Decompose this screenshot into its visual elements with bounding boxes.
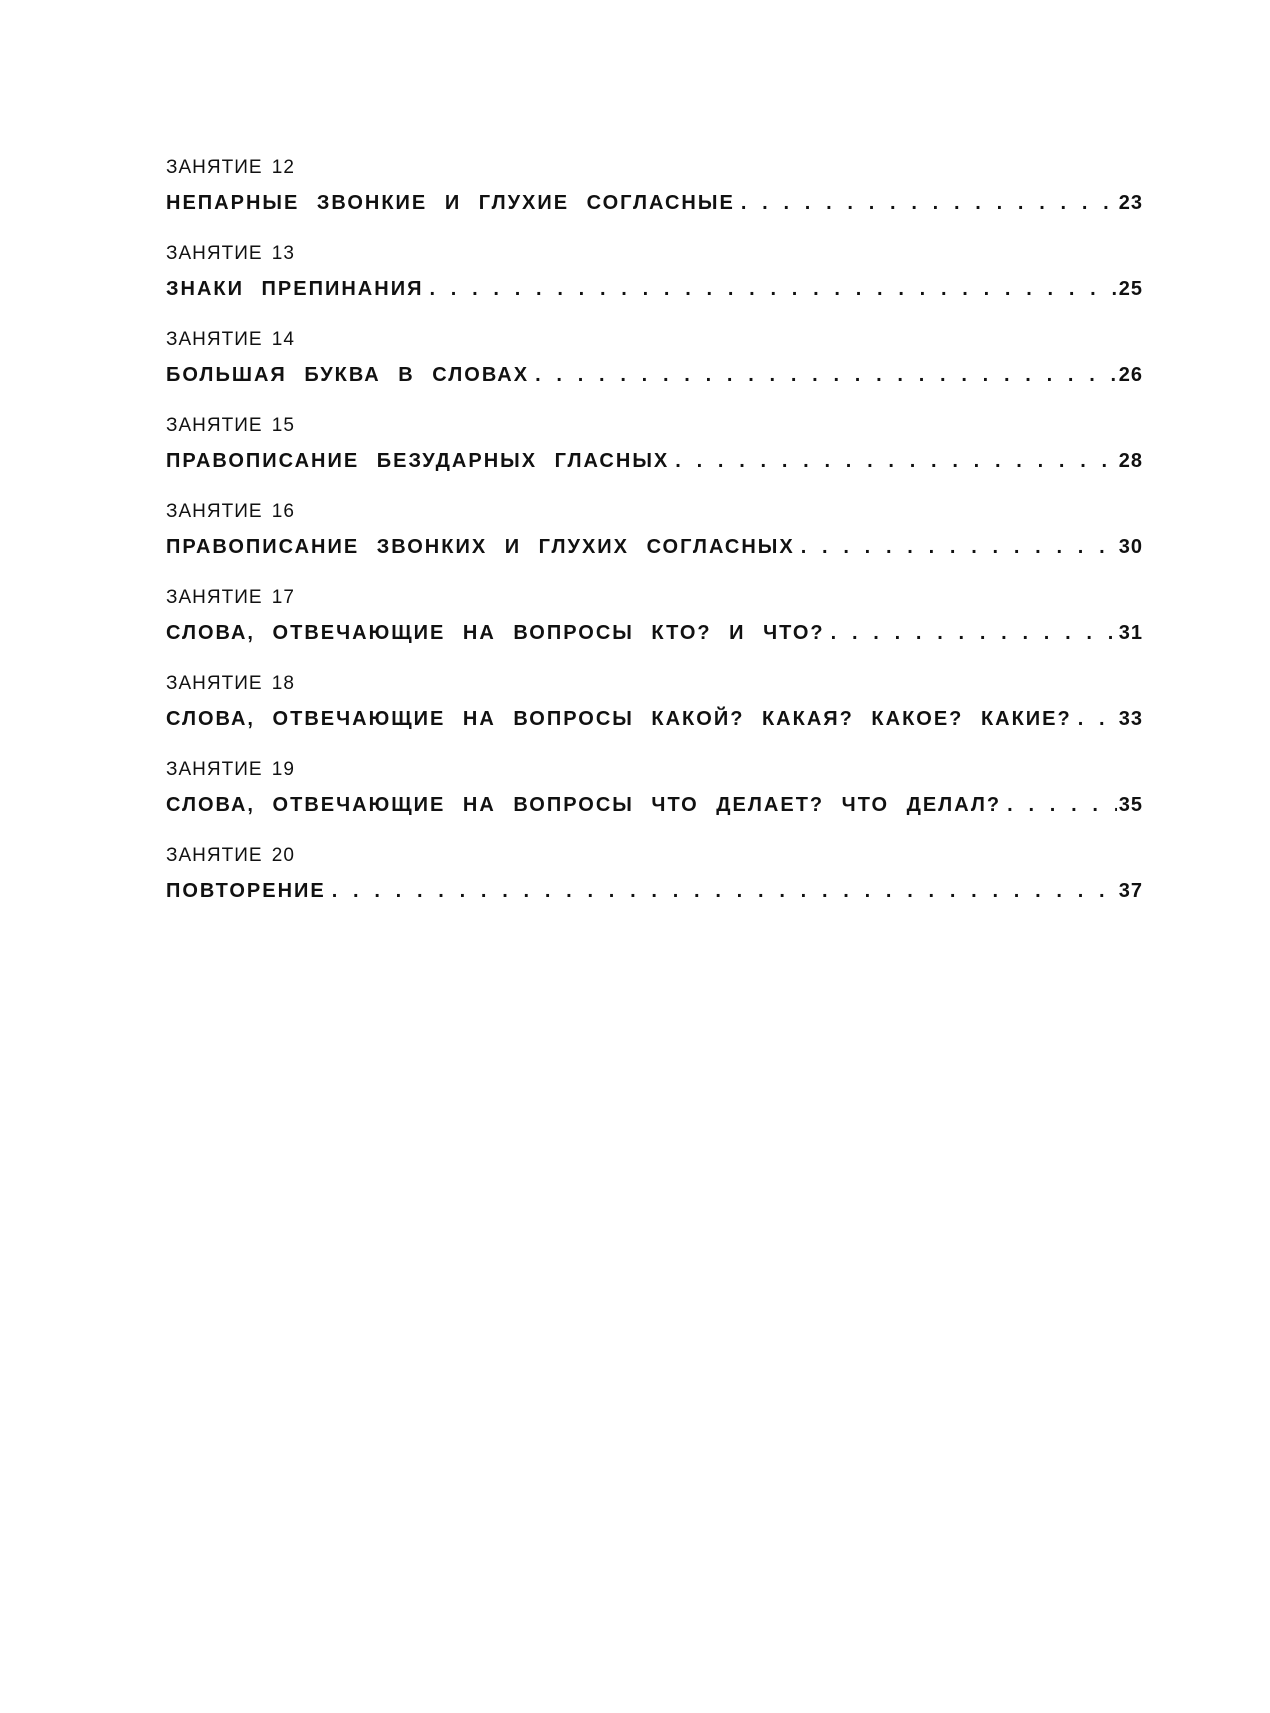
toc-entry-lesson-14[interactable]	[166, 320, 1143, 406]
page-number: 33	[1118, 708, 1143, 730]
lesson-title[interactable]: ПРАВОПИСАНИЕ БЕЗУДАРНЫХ ГЛАСНЫХ	[166, 450, 670, 472]
page-number: 23	[1118, 192, 1143, 214]
page-number: 26	[1118, 364, 1143, 386]
page-number: 30	[1118, 536, 1143, 558]
toc-entry-lesson-18[interactable]	[166, 664, 1143, 750]
page-number: 31	[1118, 622, 1143, 644]
toc-line	[166, 448, 1143, 474]
toc-line	[166, 620, 1143, 646]
lesson-title[interactable]: ПРАВОПИСАНИЕ ЗВОНКИХ И ГЛУХИХ СОГЛАСНЫХ	[166, 536, 795, 558]
dot-leader	[825, 620, 1117, 646]
lesson-label: ЗАНЯТИЕ 13	[166, 243, 295, 264]
toc-line	[166, 190, 1143, 216]
lesson-title[interactable]: СЛОВА, ОТВЕЧАЮЩИЕ НА ВОПРОСЫ КАКОЙ? КАКАЯ? КАКОЕ? КАКИЕ?	[166, 708, 1072, 730]
lesson-title[interactable]: БОЛЬШАЯ БУКВА В СЛОВАХ	[166, 364, 530, 386]
dot-leader	[423, 276, 1116, 302]
lesson-label: ЗАНЯТИЕ 20	[166, 845, 295, 866]
dot-leader	[529, 362, 1117, 388]
toc-entry-lesson-19[interactable]	[166, 750, 1143, 836]
dot-leader	[1072, 706, 1117, 732]
toc-entry-lesson-16[interactable]	[166, 492, 1143, 578]
page-number: 25	[1118, 278, 1143, 300]
lesson-label: ЗАНЯТИЕ 14	[166, 329, 295, 350]
page-number: 37	[1118, 880, 1143, 902]
dot-leader	[795, 534, 1117, 560]
dot-leader	[326, 878, 1117, 904]
lesson-label: ЗАНЯТИЕ 19	[166, 759, 295, 780]
lesson-label: ЗАНЯТИЕ 12	[166, 157, 295, 178]
lesson-label: ЗАНЯТИЕ 17	[166, 587, 295, 608]
dot-leader	[669, 448, 1117, 474]
lesson-title[interactable]: СЛОВА, ОТВЕЧАЮЩИЕ НА ВОПРОСЫ ЧТО ДЕЛАЕТ? ЧТО ДЕЛАЛ?	[166, 794, 1002, 816]
dot-leader	[735, 190, 1117, 216]
lesson-title[interactable]: СЛОВА, ОТВЕЧАЮЩИЕ НА ВОПРОСЫ КТО? И ЧТО?	[166, 622, 825, 644]
toc-line	[166, 792, 1143, 818]
toc-entry-lesson-17[interactable]	[166, 578, 1143, 664]
page-number: 35	[1118, 794, 1143, 816]
toc-line	[166, 878, 1143, 904]
toc-entry-lesson-12[interactable]	[166, 148, 1143, 234]
page-number: 28	[1118, 450, 1143, 472]
table-of-contents	[166, 148, 1143, 922]
toc-entry-lesson-20[interactable]	[166, 836, 1143, 922]
lesson-label: ЗАНЯТИЕ 16	[166, 501, 295, 522]
lesson-title[interactable]: НЕПАРНЫЕ ЗВОНКИЕ И ГЛУХИЕ СОГЛАСНЫЕ	[166, 192, 735, 214]
toc-line	[166, 534, 1143, 560]
dot-leader	[1001, 792, 1117, 818]
lesson-title[interactable]: ЗНАКИ ПРЕПИНАНИЯ	[166, 278, 424, 300]
toc-entry-lesson-13[interactable]	[166, 234, 1143, 320]
lesson-label: ЗАНЯТИЕ 15	[166, 415, 295, 436]
toc-line	[166, 706, 1143, 732]
toc-entry-lesson-15[interactable]	[166, 406, 1143, 492]
toc-line	[166, 362, 1143, 388]
lesson-title[interactable]: ПОВТОРЕНИЕ	[166, 880, 326, 902]
lesson-label: ЗАНЯТИЕ 18	[166, 673, 295, 694]
toc-line	[166, 276, 1143, 302]
